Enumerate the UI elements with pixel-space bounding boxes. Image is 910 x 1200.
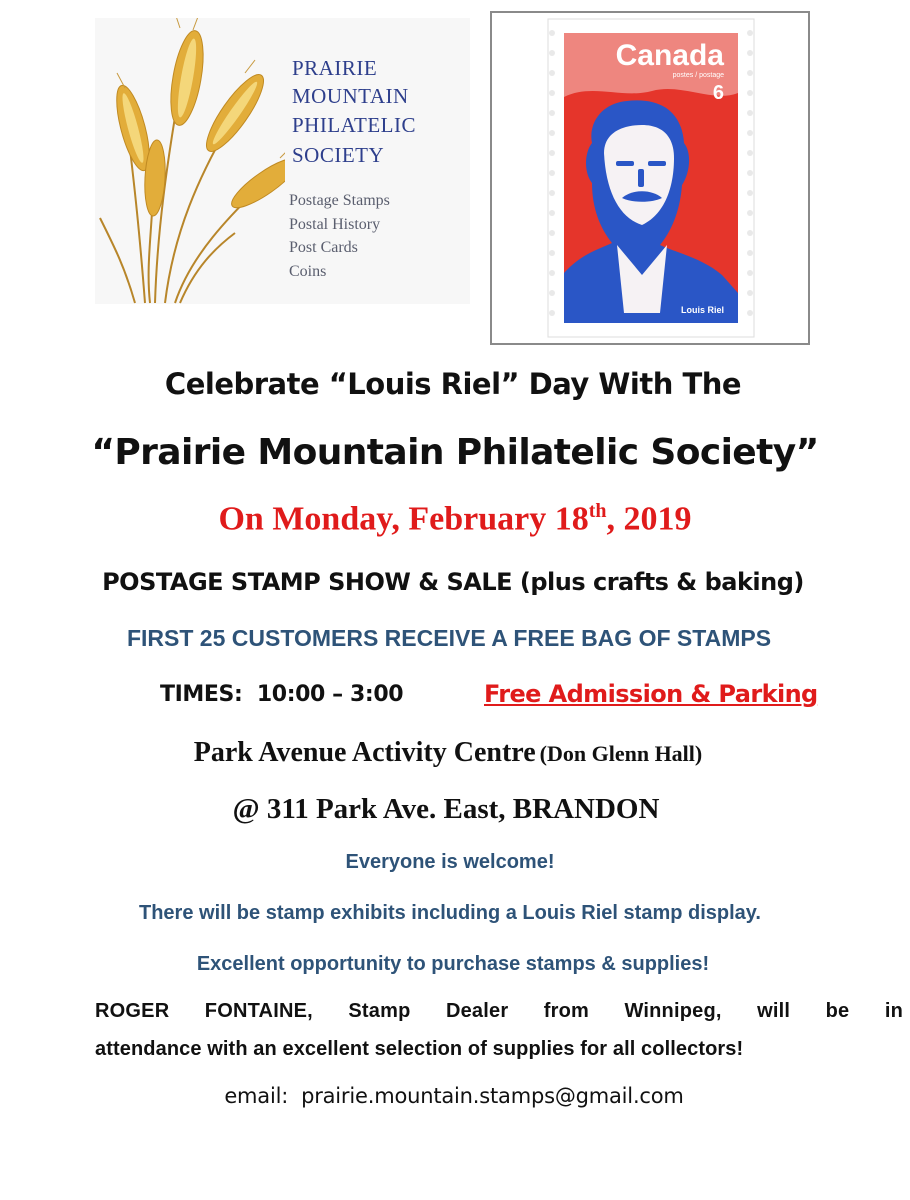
event-date bbox=[0, 500, 910, 538]
logo-title-line: PHILATELIC bbox=[292, 113, 416, 137]
exhibits-note: There will be stamp exhibits including a Louis Riel stamp display. bbox=[139, 902, 761, 924]
louis-riel-stamp bbox=[492, 13, 808, 343]
stamp-image-frame bbox=[490, 11, 810, 345]
venue bbox=[0, 737, 903, 769]
stamp-caption: Louis Riel bbox=[680, 305, 724, 315]
logo-item: Postage Stamps bbox=[289, 192, 390, 209]
dealer-line-1: ROGER FONTAINE, Stamp Dealer from Winnipeg, will be in bbox=[95, 1000, 903, 1022]
date-suffix: , 2019 bbox=[606, 500, 692, 538]
logo-item: Postal History bbox=[289, 216, 381, 233]
opportunity-note: Excellent opportunity to purchase stamps & supplies! bbox=[196, 953, 710, 975]
logo-title-line: PRAIRIE bbox=[292, 56, 378, 80]
logo-item: Coins bbox=[289, 263, 327, 280]
society-heading: “Prairie Mountain Philatelic Society” bbox=[91, 432, 819, 473]
wheat-icon bbox=[95, 18, 285, 304]
venue-name: Park Avenue Activity Centre bbox=[193, 737, 536, 768]
event-times: TIMES: 10:00 – 3:00 bbox=[160, 682, 404, 707]
welcome-note: Everyone is welcome! bbox=[345, 851, 555, 873]
logo-title-line: MOUNTAIN bbox=[292, 84, 409, 108]
stamp-country: Canada bbox=[615, 39, 724, 72]
logo-title-line: SOCIETY bbox=[292, 143, 385, 167]
date-superscript: th bbox=[588, 500, 607, 522]
free-admission-notice: Free Admission & Parking bbox=[484, 680, 818, 708]
show-title: POSTAGE STAMP SHOW & SALE (plus crafts & baking) bbox=[102, 568, 804, 596]
contact-email[interactable]: email: prairie.mountain.stamps@gmail.com bbox=[224, 1084, 684, 1108]
society-logo bbox=[95, 18, 470, 304]
stamp-value: 6 bbox=[712, 82, 724, 104]
date-prefix: On Monday, February 18 bbox=[218, 500, 589, 538]
logo-item: Post Cards bbox=[289, 239, 358, 256]
venue-hall: (Don Glenn Hall) bbox=[539, 741, 703, 766]
free-bag-notice: FIRST 25 CUSTOMERS RECEIVE A FREE BAG OF STAMPS bbox=[126, 625, 772, 651]
stamp-postes: postes / postage bbox=[672, 72, 724, 79]
venue-address: @ 311 Park Ave. East, BRANDON bbox=[232, 793, 660, 825]
dealer-line-2: attendance with an excellent selection of supplies for all collectors! bbox=[95, 1038, 744, 1060]
intro-heading: Celebrate “Louis Riel” Day With The bbox=[164, 367, 742, 401]
